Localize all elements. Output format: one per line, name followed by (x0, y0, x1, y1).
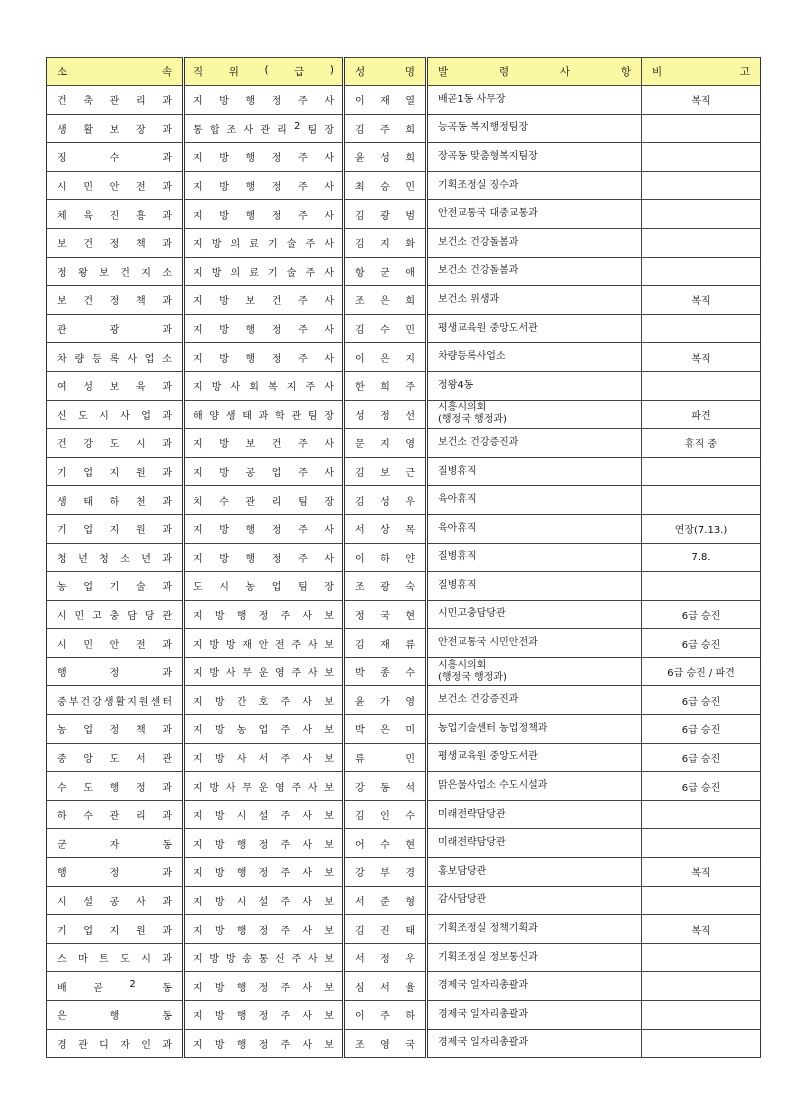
row-dept: 시 민 고 충 담 당 관 (47, 600, 184, 629)
row-name: 조 은 희 (344, 286, 427, 315)
row-order (427, 972, 642, 1001)
row-order (427, 514, 642, 543)
order-text: 보건소 위생과 (438, 293, 500, 305)
row-order (427, 228, 642, 257)
row-order (427, 715, 642, 744)
table-row (47, 514, 761, 543)
table-row (47, 400, 761, 429)
row-name: 김 진 태 (344, 915, 427, 944)
row-note: 6급 승진 (642, 629, 761, 658)
row-dept: 보 건 정 책 과 (47, 286, 184, 315)
table-row (47, 200, 761, 229)
row-name: 김 지 화 (344, 228, 427, 257)
row-dept: 기 업 지 원 과 (47, 915, 184, 944)
row-position: 지 방 시 설 주 사 보 (184, 800, 344, 829)
row-position: 지 방 행 정 주 사 보 (184, 915, 344, 944)
row-position: 지 방 행 정 주 사 (184, 143, 344, 172)
order-text: 경제국 일자리총괄과 (438, 980, 529, 992)
order-text: 보건소 건강돌봄과 (438, 265, 519, 277)
row-note (642, 800, 761, 829)
order-text: 배곧1동 사무장 (438, 93, 506, 105)
row-name: 김 보 근 (344, 457, 427, 486)
row-position: 지 방 방 송 통 신 주 사 보 (184, 943, 344, 972)
row-note: 복직 (642, 86, 761, 115)
order-text: 질병휴직 (438, 551, 477, 563)
row-name: 서 상 목 (344, 514, 427, 543)
row-order (427, 343, 642, 372)
order-text: 감사담당관 (438, 894, 487, 906)
row-note: 복직 (642, 286, 761, 315)
row-position: 지 방 사 무 운 영 주 사 보 (184, 772, 344, 801)
row-note (642, 143, 761, 172)
order-text: 질병휴직 (438, 579, 477, 591)
table-row (47, 972, 761, 1001)
table-row (47, 343, 761, 372)
row-position: 지 방 보 건 주 사 (184, 286, 344, 315)
row-note (642, 257, 761, 286)
order-text: 기획조정실 정책기획과 (438, 923, 538, 935)
header-order: 발 령 사 항 (427, 58, 642, 86)
row-note: 6급 승진 (642, 686, 761, 715)
order-text: 보건소 건강증진과 (438, 694, 519, 706)
row-name: 서 준 형 (344, 886, 427, 915)
row-position: 지 방 행 정 주 사 보 (184, 600, 344, 629)
table-row (47, 286, 761, 315)
row-order (427, 543, 642, 572)
row-name: 조 광 숙 (344, 572, 427, 601)
row-note: 6급 승진 (642, 772, 761, 801)
row-name: 이 주 하 (344, 1001, 427, 1030)
order-text: 질병휴직 (438, 465, 477, 477)
row-order (427, 657, 642, 686)
row-order (427, 743, 642, 772)
header-note: 비 고 (642, 58, 761, 86)
order-text: 보건소 건강증진과 (438, 436, 519, 448)
row-order (427, 86, 642, 115)
table-row (47, 457, 761, 486)
row-name: 문 지 영 (344, 429, 427, 458)
row-dept: 여 성 보 육 과 (47, 371, 184, 400)
row-note: 7.8. (642, 543, 761, 572)
row-dept: 기 업 지 원 과 (47, 514, 184, 543)
row-name: 심 서 율 (344, 972, 427, 1001)
row-position: 지 방 행 정 주 사 보 (184, 829, 344, 858)
row-position: 지 방 간 호 주 사 보 (184, 686, 344, 715)
row-name: 이 하 얀 (344, 543, 427, 572)
table-row (47, 171, 761, 200)
row-order (427, 286, 642, 315)
row-position: 지 방 의 료 기 술 주 사 (184, 257, 344, 286)
row-order (427, 114, 642, 143)
row-note (642, 886, 761, 915)
row-note: 연장(7.13.) (642, 514, 761, 543)
row-order (427, 1001, 642, 1030)
row-position: 도 시 농 업 팀 장 (184, 572, 344, 601)
row-name: 김 수 민 (344, 314, 427, 343)
table-row (47, 686, 761, 715)
row-name: 김 인 수 (344, 800, 427, 829)
row-note: 복직 (642, 915, 761, 944)
row-name: 박 종 수 (344, 657, 427, 686)
row-position: 지 방 보 건 주 사 (184, 429, 344, 458)
row-note (642, 114, 761, 143)
row-dept: 생 활 보 장 과 (47, 114, 184, 143)
table-row (47, 228, 761, 257)
row-name: 강 동 석 (344, 772, 427, 801)
row-name: 김 성 우 (344, 486, 427, 515)
row-name: 윤 가 영 (344, 686, 427, 715)
row-note (642, 1029, 761, 1058)
row-name: 윤 성 희 (344, 143, 427, 172)
row-dept: 관 광 과 (47, 314, 184, 343)
row-position: 지 방 행 정 주 사 (184, 514, 344, 543)
row-name: 정 국 현 (344, 600, 427, 629)
row-note: 6급 승진 (642, 743, 761, 772)
row-name: 최 승 민 (344, 171, 427, 200)
row-order (427, 314, 642, 343)
row-position: 해 양 생 태 과 학 관 팀 장 (184, 400, 344, 429)
row-position: 지 방 사 회 복 지 주 사 (184, 371, 344, 400)
table-row (47, 829, 761, 858)
row-dept: 징 수 과 (47, 143, 184, 172)
table-row (47, 429, 761, 458)
order-text: 평생교육원 중앙도서관 (438, 322, 538, 334)
table-row (47, 915, 761, 944)
row-order (427, 915, 642, 944)
row-name: 어 수 현 (344, 829, 427, 858)
row-dept: 은 행 동 (47, 1001, 184, 1030)
row-name: 항 군 애 (344, 257, 427, 286)
row-note (642, 457, 761, 486)
row-dept: 청 년 청 소 년 과 (47, 543, 184, 572)
row-note (642, 228, 761, 257)
order-text: 시흥시의회 (행정국 행정과) (438, 402, 507, 426)
row-dept: 농 업 기 술 과 (47, 572, 184, 601)
row-name: 김 재 류 (344, 629, 427, 658)
row-dept: 하 수 관 리 과 (47, 800, 184, 829)
row-note: 6급 승진 (642, 600, 761, 629)
row-note: 6급 승진 (642, 715, 761, 744)
row-dept: 행 정 과 (47, 657, 184, 686)
order-text: 육아휴직 (438, 494, 477, 506)
table-row (47, 1001, 761, 1030)
row-order (427, 143, 642, 172)
order-text: 안전교통국 대중교통과 (438, 208, 538, 220)
table-row (47, 314, 761, 343)
row-name: 김 광 범 (344, 200, 427, 229)
order-text: 능곡동 복지행정팀장 (438, 122, 529, 134)
row-dept: 중 앙 도 서 관 (47, 743, 184, 772)
row-note (642, 486, 761, 515)
row-dept: 신 도 시 사 업 과 (47, 400, 184, 429)
row-position: 치 수 관 리 팀 장 (184, 486, 344, 515)
row-name: 강 부 경 (344, 858, 427, 887)
row-position: 지 방 행 정 주 사 (184, 171, 344, 200)
row-order (427, 686, 642, 715)
row-position: 지 방 행 정 주 사 (184, 314, 344, 343)
row-order (427, 171, 642, 200)
row-note (642, 1001, 761, 1030)
order-text: 기획조정실 징수과 (438, 179, 519, 191)
order-text: 차량등록사업소 (438, 351, 506, 363)
order-text: 기획조정실 정보통신과 (438, 951, 538, 963)
table-header-row (47, 58, 761, 86)
row-name: 성 정 선 (344, 400, 427, 429)
row-order (427, 943, 642, 972)
row-position: 지 방 행 정 주 사 (184, 200, 344, 229)
row-note: 복직 (642, 343, 761, 372)
row-position: 지 방 행 정 주 사 (184, 86, 344, 115)
table-row (47, 86, 761, 115)
order-text: 육아휴직 (438, 522, 477, 534)
row-dept: 스 마 트 도 시 과 (47, 943, 184, 972)
row-name: 김 주 희 (344, 114, 427, 143)
table-row (47, 657, 761, 686)
table-row (47, 371, 761, 400)
row-dept: 보 건 정 책 과 (47, 228, 184, 257)
row-position: 지 방 사 무 운 영 주 사 보 (184, 657, 344, 686)
order-text: 시흥시의회 (행정국 행정과) (438, 659, 507, 683)
order-text: 안전교통국 시민안전과 (438, 637, 538, 649)
row-note: 휴직 중 (642, 429, 761, 458)
row-dept: 생 태 하 천 과 (47, 486, 184, 515)
row-note (642, 314, 761, 343)
row-order (427, 1029, 642, 1058)
row-note: 6급 승진 / 파견 (642, 657, 761, 686)
table-row (47, 572, 761, 601)
row-position: 지 방 행 정 주 사 보 (184, 972, 344, 1001)
row-order (427, 600, 642, 629)
order-text: 홍보담당관 (438, 865, 487, 877)
row-order (427, 200, 642, 229)
table-row (47, 486, 761, 515)
row-name: 이 재 열 (344, 86, 427, 115)
row-dept: 시 민 안 전 과 (47, 629, 184, 658)
table-row (47, 543, 761, 572)
table-row (47, 600, 761, 629)
table-row (47, 1029, 761, 1058)
row-dept: 건 강 도 시 과 (47, 429, 184, 458)
row-dept: 행 정 과 (47, 858, 184, 887)
row-name: 서 정 우 (344, 943, 427, 972)
row-order (427, 886, 642, 915)
row-position: 지 방 행 정 주 사 (184, 543, 344, 572)
table-row (47, 943, 761, 972)
row-position: 지 방 방 재 안 전 주 사 보 (184, 629, 344, 658)
row-order (427, 800, 642, 829)
order-text: 미래전략담당관 (438, 808, 506, 820)
row-position: 지 방 행 정 주 사 보 (184, 1001, 344, 1030)
row-note (642, 829, 761, 858)
table-row (47, 143, 761, 172)
row-order (427, 829, 642, 858)
row-name: 이 은 지 (344, 343, 427, 372)
row-order (427, 457, 642, 486)
table-row (47, 743, 761, 772)
header-dept: 소 속 (47, 58, 184, 86)
row-dept: 기 업 지 원 과 (47, 457, 184, 486)
order-text: 평생교육원 중앙도서관 (438, 751, 538, 763)
row-order (427, 257, 642, 286)
row-dept: 차 량 등 록 사 업 소 (47, 343, 184, 372)
row-dept: 경 관 디 자 인 과 (47, 1029, 184, 1058)
order-text: 장곡동 맞춤형복지팀장 (438, 150, 538, 162)
order-text: 시민고충담당관 (438, 608, 506, 620)
row-name: 박 은 미 (344, 715, 427, 744)
row-dept: 농 업 정 책 과 (47, 715, 184, 744)
order-text: 농업기술센터 농업정책과 (438, 722, 548, 734)
row-position: 지 방 행 정 주 사 보 (184, 1029, 344, 1058)
order-text: 맑은물사업소 수도시설과 (438, 780, 548, 792)
row-order (427, 486, 642, 515)
order-text: 미래전략담당관 (438, 837, 506, 849)
table-row (47, 772, 761, 801)
order-text: 경제국 일자리총괄과 (438, 1008, 529, 1020)
table-row (47, 114, 761, 143)
header-name: 성 명 (344, 58, 427, 86)
table-row (47, 886, 761, 915)
row-note (642, 972, 761, 1001)
row-order (427, 371, 642, 400)
header-position: 직 위 ( 급 ) (184, 58, 344, 86)
row-note (642, 572, 761, 601)
personnel-order-table (46, 57, 761, 1058)
table-row (47, 800, 761, 829)
row-dept: 중 부 건 강 생 활 지 원 센 터 (47, 686, 184, 715)
row-dept: 군 자 동 (47, 829, 184, 858)
row-note (642, 200, 761, 229)
row-note: 파견 (642, 400, 761, 429)
row-name: 한 희 주 (344, 371, 427, 400)
row-dept: 체 육 진 흥 과 (47, 200, 184, 229)
order-text: 보건소 건강돌봄과 (438, 236, 519, 248)
row-order (427, 772, 642, 801)
row-order (427, 572, 642, 601)
row-position: 지 방 사 서 주 사 보 (184, 743, 344, 772)
row-dept: 건 축 관 리 과 (47, 86, 184, 115)
table-row (47, 257, 761, 286)
row-note: 복직 (642, 858, 761, 887)
row-position: 통 합 조 사 관 리 2 팀 장 (184, 114, 344, 143)
row-dept: 배 곧 2 동 (47, 972, 184, 1001)
row-note (642, 943, 761, 972)
row-position: 지 방 의 료 기 술 주 사 (184, 228, 344, 257)
table-row (47, 715, 761, 744)
row-position: 지 방 공 업 주 사 (184, 457, 344, 486)
row-order (427, 400, 642, 429)
order-text: 경제국 일자리총괄과 (438, 1037, 529, 1049)
row-order (427, 429, 642, 458)
row-note (642, 371, 761, 400)
row-position: 지 방 행 정 주 사 보 (184, 858, 344, 887)
table-row (47, 629, 761, 658)
row-dept: 시 민 안 전 과 (47, 171, 184, 200)
table-row (47, 858, 761, 887)
row-position: 지 방 행 정 주 사 (184, 343, 344, 372)
row-name: 조 영 국 (344, 1029, 427, 1058)
row-position: 지 방 농 업 주 사 보 (184, 715, 344, 744)
row-note (642, 171, 761, 200)
row-dept: 수 도 행 정 과 (47, 772, 184, 801)
row-position: 지 방 시 설 주 사 보 (184, 886, 344, 915)
row-name: 류 민 (344, 743, 427, 772)
row-order (427, 629, 642, 658)
row-dept: 시 설 공 사 과 (47, 886, 184, 915)
order-text: 정왕4동 (438, 379, 474, 391)
row-dept: 정 왕 보 건 지 소 (47, 257, 184, 286)
row-order (427, 858, 642, 887)
